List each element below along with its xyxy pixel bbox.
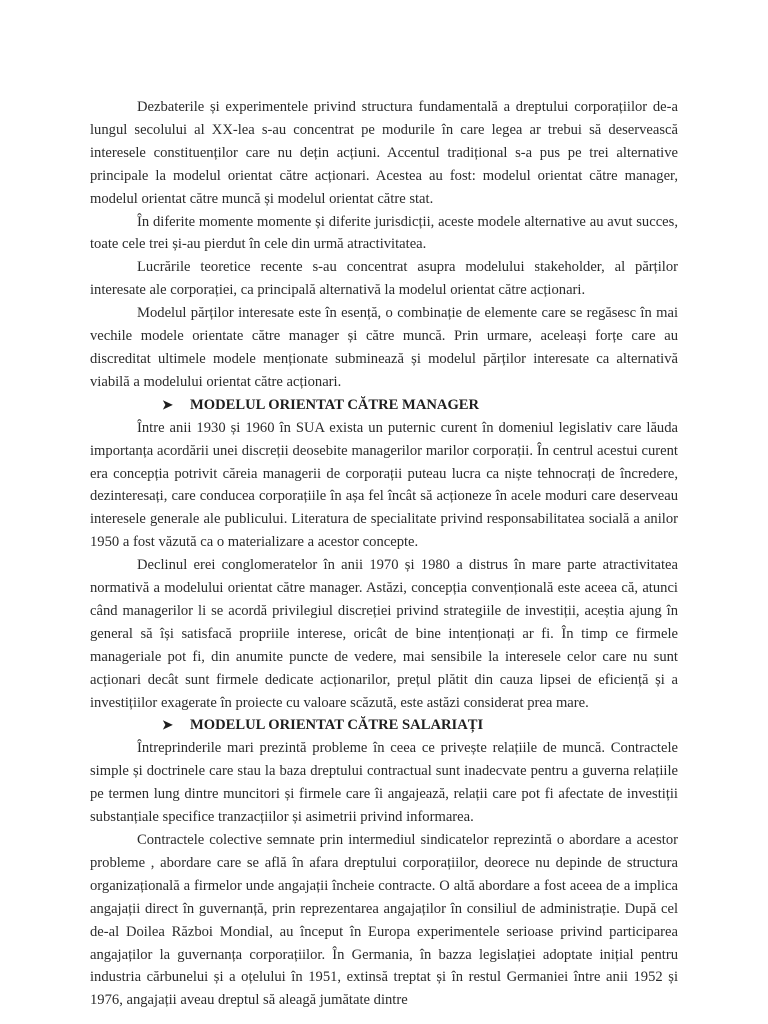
- paragraph-manager-decline: Declinul erei conglomeratelor în anii 1970 și 1980 a distrus în mare parte atractivitatea normativă a modelului orientat către manager. Astăzi, concepția convențională este aceea că, atunci când managerilor li se acordă privilegiul discreției privind strategiile de investiții, aceștia ajung în general să își satisfacă propriile interese, oricât de bine intenționați ar fi. În timp ce firmele manageriale pot fi, din anumite puncte de vedere, mai sensibile la interesele celor care nu sunt acționari decât sunt firmele dedicate acționarilor, prețul plătit din cauza lipsei de eficiență și a investițiilor exagerate în proiecte cu valoare scăzută, este astăzi considerat prea mare.: [90, 557, 678, 711]
- section-heading-employees-text: MODELUL ORIENTAT CĂTRE SALARIAȚI: [190, 717, 484, 734]
- paragraph-intro: Dezbaterile și experimentele privind structura fundamentală a dreptului corporațiilor de-a lungul secolului al XX-lea s-au concentrat pe modurile în care legea ar trebui să deservească interesele constituenților care nu dețin acțiuni. Accentul tradițional s-a pus pe trei alternative principale la modelul orientat către acționari. Acestea au fost: modelul orientat către manager, modelul orientat către muncă și modelul orientat către stat.: [90, 99, 678, 207]
- paragraph-stakeholder: Lucrările teoretice recente s-au concentrat asupra modelului stakeholder, al părților interesate ale corporației, ca principală alternativă la modelul orientat către acționari.: [90, 259, 678, 299]
- paragraph-stakeholder-combination: Modelul părților interesate este în esență, o combinație de elemente care se regăsesc în mai vechile modele orientate către manager și către muncă. Prin urmare, aceleași forțe care au discreditat ultimele modele menționate subminează și modelul părților interesate ca alternativă viabilă a modelului orientat către acționari.: [90, 305, 678, 390]
- paragraph-manager-history: Între anii 1930 și 1960 în SUA exista un puternic curent în domeniul legislativ care lăuda importanța acordării unei discreții deosebite managerilor marilor corporații. În centrul acestui curent era concepția potrivit căreia managerii de corporații puteau lucra ca niște tehnocrați de încredere, dezinteresați, care conducea corporațiile în așa fel încât să acționeze în acele moduri care deserveau interesele generale ale publicului. Literatura de specialitate privind responsabilitatea socială a anilor 1950 a fost văzută ca o materializare a acestor concepte.: [90, 419, 678, 551]
- paragraph-collective-contracts: Contractele colective semnate prin intermediul sindicatelor reprezintă o abordare a acestor probleme , abordare care se află în afara dreptului corporațiilor, deorece nu depinde de structura organizațională a firmelor unde angajații încheie contracte. O altă abordare a fost aceea de a implica angajații direct în guvernanță, prin reprezentarea angajaților în consiliul de administrație. După cel de-al Doilea Război Mondial, au început în Europa experimentele serioase privind participarea angajaților la guvernanța corporațiilor. În Germania, în bazza legislației adoptate inițial pentru industria cărbunelui și a oțelului în 1951, extinsă treptat și în restul Germaniei între anii 1952 și 1976, angajații aveau dreptul să aleagă jumătate dintre: [90, 832, 678, 1009]
- document-page: [90, 96, 678, 1012]
- arrowhead-bullet-icon: ➤: [162, 717, 173, 733]
- paragraph-labor-relations: Întreprinderile mari prezintă probleme în ceea ce privește relațiile de muncă. Contractele simple și doctrinele care stau la baza dreptului contractual sunt inadecvate pentru a guverna relațiile pe termen lung dintre muncitori și firmele care îi angajează, relații care pot fi afectate de investiții substanțiale specifice tranzacțiilor și asimetrii privind informarea.: [90, 740, 678, 826]
- section-heading-manager-text: MODELUL ORIENTAT CĂTRE MANAGER: [190, 396, 480, 413]
- arrowhead-bullet-icon: ➤: [162, 396, 173, 412]
- section-heading-manager: [90, 394, 678, 417]
- paragraph-jurisdictions: În diferite momente momente și diferite jurisdicții, aceste modele alternative au avut succes, toate cele trei și-au pierdut în cele din urmă atractivitatea.: [90, 213, 678, 253]
- section-heading-employees: [90, 714, 678, 737]
